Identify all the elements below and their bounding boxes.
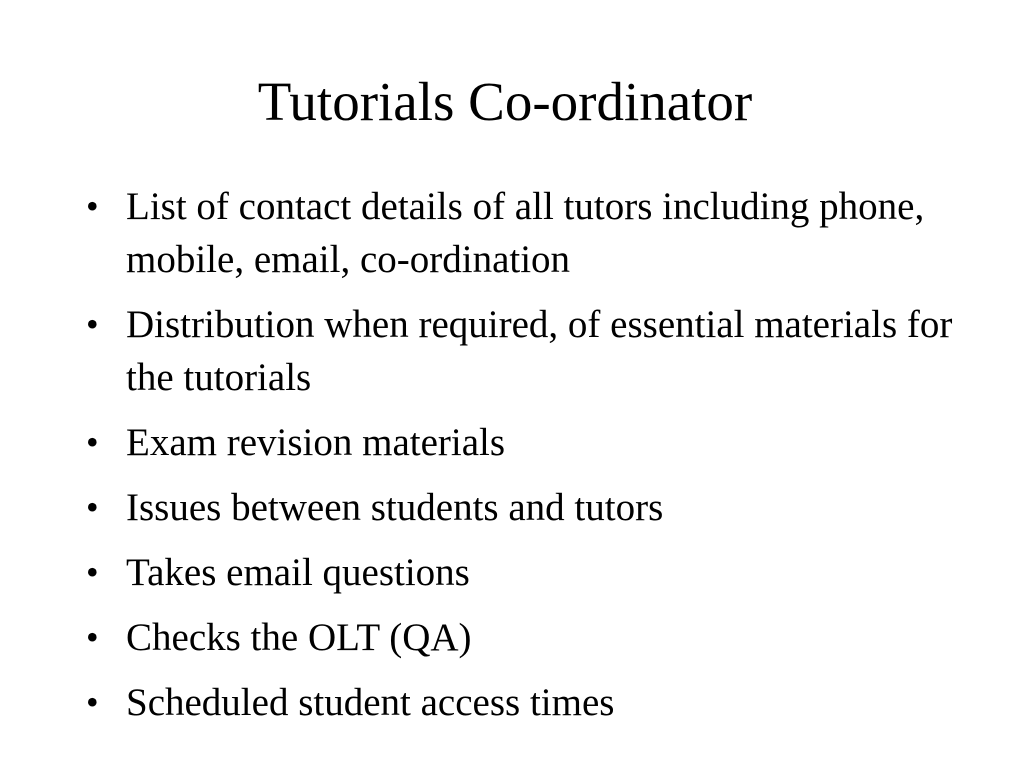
bullet-text: Distribution when required, of essential materials for the tutorials xyxy=(126,303,953,399)
list-item xyxy=(86,611,986,664)
bullet-icon: • xyxy=(86,186,99,226)
bullet-text: Scheduled student access times xyxy=(126,681,615,724)
bullet-icon: • xyxy=(86,304,99,344)
list-item xyxy=(86,481,986,534)
bullet-icon: • xyxy=(86,552,99,592)
bullet-icon: • xyxy=(86,617,99,657)
bullet-text: Checks the OLT (QA) xyxy=(126,616,472,659)
bullet-text: List of contact details of all tutors including phone, mobile, email, co-ordination xyxy=(126,185,925,281)
bullet-icon: • xyxy=(86,682,99,722)
bullet-list xyxy=(86,180,986,741)
list-item xyxy=(86,546,986,599)
bullet-text: Takes email questions xyxy=(126,551,470,594)
bullet-icon: • xyxy=(86,487,99,527)
list-item xyxy=(86,180,986,286)
bullet-text: Exam revision materials xyxy=(126,421,506,464)
list-item xyxy=(86,298,986,404)
slide-title: Tutorials Co-ordinator xyxy=(257,71,753,132)
bullet-icon: • xyxy=(86,422,99,462)
bullet-text: Issues between students and tutors xyxy=(126,486,664,529)
list-item xyxy=(86,676,986,729)
list-item xyxy=(86,416,986,469)
